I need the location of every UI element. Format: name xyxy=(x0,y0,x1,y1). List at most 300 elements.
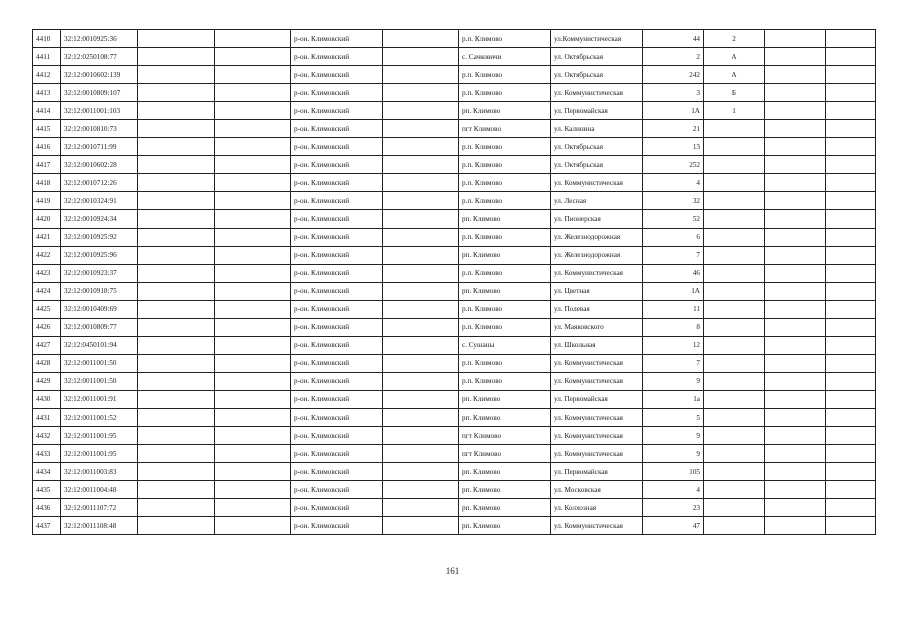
empty-cell xyxy=(215,102,291,120)
district-cell: р-он. Климовский xyxy=(291,336,383,354)
empty-cell xyxy=(383,210,459,228)
street-cell: ул. Коммунистическая xyxy=(551,264,643,282)
empty-cell xyxy=(765,246,826,264)
row-number-cell: 4434 xyxy=(33,463,61,481)
street-cell: ул. Первомайская xyxy=(551,102,643,120)
empty-cell xyxy=(826,318,876,336)
cadastral-number-cell: 32:12:0011001:91 xyxy=(61,390,138,408)
row-number-cell: 4418 xyxy=(33,174,61,192)
building-letter-cell: 1 xyxy=(704,102,765,120)
row-number-cell: 4431 xyxy=(33,408,61,426)
building-letter-cell xyxy=(704,282,765,300)
street-cell: ул. Коммунистическая xyxy=(551,408,643,426)
empty-cell xyxy=(215,120,291,138)
empty-cell xyxy=(826,102,876,120)
empty-cell xyxy=(138,192,215,210)
table-row xyxy=(33,48,876,66)
settlement-cell: рп. Климово xyxy=(459,481,551,499)
house-number-cell: 7 xyxy=(643,246,704,264)
empty-cell xyxy=(215,228,291,246)
building-letter-cell xyxy=(704,174,765,192)
row-number-cell: 4416 xyxy=(33,138,61,156)
table-row xyxy=(33,102,876,120)
empty-cell xyxy=(215,517,291,535)
building-letter-cell xyxy=(704,445,765,463)
street-cell: ул. Коммунистическая xyxy=(551,84,643,102)
empty-cell xyxy=(138,156,215,174)
empty-cell xyxy=(826,48,876,66)
row-number-cell: 4435 xyxy=(33,481,61,499)
street-cell: ул. Октябрьская xyxy=(551,138,643,156)
empty-cell xyxy=(765,48,826,66)
empty-cell xyxy=(765,354,826,372)
empty-cell xyxy=(765,372,826,390)
house-number-cell: 9 xyxy=(643,427,704,445)
empty-cell xyxy=(138,30,215,48)
empty-cell xyxy=(215,246,291,264)
empty-cell xyxy=(383,120,459,138)
district-cell: р-он. Климовский xyxy=(291,66,383,84)
table-row xyxy=(33,66,876,84)
empty-cell xyxy=(383,102,459,120)
empty-cell xyxy=(215,66,291,84)
settlement-cell: рп. Климово xyxy=(459,408,551,426)
empty-cell xyxy=(383,517,459,535)
district-cell: р-он. Климовский xyxy=(291,138,383,156)
settlement-cell: р.п. Климово xyxy=(459,192,551,210)
table-row xyxy=(33,517,876,535)
settlement-cell: р.п. Климово xyxy=(459,318,551,336)
cadastral-number-cell: 32:12:0010409:69 xyxy=(61,300,138,318)
empty-cell xyxy=(765,318,826,336)
empty-cell xyxy=(383,246,459,264)
settlement-cell: с. Сачковичи xyxy=(459,48,551,66)
district-cell: р-он. Климовский xyxy=(291,463,383,481)
district-cell: р-он. Климовский xyxy=(291,246,383,264)
cadastral-number-cell: 32:12:0010925:36 xyxy=(61,30,138,48)
building-letter-cell xyxy=(704,156,765,174)
row-number-cell: 4425 xyxy=(33,300,61,318)
empty-cell xyxy=(383,372,459,390)
row-number-cell: 4436 xyxy=(33,499,61,517)
street-cell: ул. Коммунистическая xyxy=(551,174,643,192)
house-number-cell: 252 xyxy=(643,156,704,174)
table-row xyxy=(33,427,876,445)
street-cell: ул. Октябрьская xyxy=(551,66,643,84)
cadastral-number-cell: 32:12:0010810:73 xyxy=(61,120,138,138)
house-number-cell: 8 xyxy=(643,318,704,336)
empty-cell xyxy=(138,408,215,426)
empty-cell xyxy=(138,336,215,354)
empty-cell xyxy=(383,354,459,372)
building-letter-cell: А xyxy=(704,66,765,84)
row-number-cell: 4432 xyxy=(33,427,61,445)
table-row xyxy=(33,138,876,156)
empty-cell xyxy=(765,481,826,499)
empty-cell xyxy=(383,174,459,192)
empty-cell xyxy=(826,354,876,372)
building-letter-cell xyxy=(704,228,765,246)
cadastral-number-cell: 32:12:0011001:52 xyxy=(61,408,138,426)
row-number-cell: 4414 xyxy=(33,102,61,120)
house-number-cell: 11 xyxy=(643,300,704,318)
empty-cell xyxy=(138,463,215,481)
cadastral-number-cell: 32:12:0010602:28 xyxy=(61,156,138,174)
settlement-cell: пгт Климово xyxy=(459,427,551,445)
street-cell: ул. Коммунистическая xyxy=(551,372,643,390)
table-row xyxy=(33,264,876,282)
settlement-cell: рп. Климово xyxy=(459,499,551,517)
row-number-cell: 4412 xyxy=(33,66,61,84)
empty-cell xyxy=(826,138,876,156)
table-row xyxy=(33,499,876,517)
empty-cell xyxy=(765,282,826,300)
building-letter-cell xyxy=(704,138,765,156)
empty-cell xyxy=(826,372,876,390)
house-number-cell: 4 xyxy=(643,481,704,499)
district-cell: р-он. Климовский xyxy=(291,282,383,300)
street-cell: ул. Коммунистическая xyxy=(551,517,643,535)
empty-cell xyxy=(215,174,291,192)
district-cell: р-он. Климовский xyxy=(291,102,383,120)
empty-cell xyxy=(215,354,291,372)
cadastral-number-cell: 32:12:0010809:107 xyxy=(61,84,138,102)
table-row xyxy=(33,84,876,102)
settlement-cell: р.п. Климово xyxy=(459,66,551,84)
empty-cell xyxy=(383,138,459,156)
empty-cell xyxy=(138,445,215,463)
empty-cell xyxy=(138,517,215,535)
empty-cell xyxy=(138,138,215,156)
row-number-cell: 4410 xyxy=(33,30,61,48)
house-number-cell: 3 xyxy=(643,84,704,102)
empty-cell xyxy=(383,390,459,408)
cadastral-number-cell: 32:12:0010712:26 xyxy=(61,174,138,192)
street-cell: ул. Полевая xyxy=(551,300,643,318)
empty-cell xyxy=(765,174,826,192)
empty-cell xyxy=(138,282,215,300)
building-letter-cell xyxy=(704,246,765,264)
cadastral-number-cell: 32:12:0011001:95 xyxy=(61,445,138,463)
empty-cell xyxy=(765,390,826,408)
registry-table xyxy=(32,29,876,535)
table-row xyxy=(33,372,876,390)
cadastral-number-cell: 32:12:0011001:50 xyxy=(61,372,138,390)
table-row xyxy=(33,481,876,499)
settlement-cell: рп. Климово xyxy=(459,517,551,535)
empty-cell xyxy=(215,390,291,408)
settlement-cell: р.п. Климово xyxy=(459,264,551,282)
empty-cell xyxy=(215,282,291,300)
empty-cell xyxy=(826,336,876,354)
settlement-cell: рп. Климово xyxy=(459,210,551,228)
empty-cell xyxy=(383,318,459,336)
empty-cell xyxy=(383,427,459,445)
empty-cell xyxy=(765,210,826,228)
building-letter-cell xyxy=(704,192,765,210)
empty-cell xyxy=(765,499,826,517)
row-number-cell: 4428 xyxy=(33,354,61,372)
empty-cell xyxy=(765,300,826,318)
empty-cell xyxy=(215,210,291,228)
building-letter-cell xyxy=(704,372,765,390)
table-row xyxy=(33,120,876,138)
building-letter-cell xyxy=(704,120,765,138)
cadastral-number-cell: 32:12:0010923:37 xyxy=(61,264,138,282)
empty-cell xyxy=(383,264,459,282)
house-number-cell: 4 xyxy=(643,174,704,192)
settlement-cell: рп. Климово xyxy=(459,246,551,264)
empty-cell xyxy=(383,481,459,499)
cadastral-number-cell: 32:12:0011001:50 xyxy=(61,354,138,372)
building-letter-cell xyxy=(704,427,765,445)
table-row xyxy=(33,282,876,300)
row-number-cell: 4421 xyxy=(33,228,61,246)
building-letter-cell xyxy=(704,499,765,517)
empty-cell xyxy=(826,156,876,174)
cadastral-number-cell: 32:12:0010602:139 xyxy=(61,66,138,84)
house-number-cell: 1а xyxy=(643,390,704,408)
empty-cell xyxy=(215,481,291,499)
cadastral-number-cell: 32:12:0011001:95 xyxy=(61,427,138,445)
building-letter-cell: Б xyxy=(704,84,765,102)
empty-cell xyxy=(215,318,291,336)
building-letter-cell xyxy=(704,408,765,426)
empty-cell xyxy=(215,264,291,282)
table-row xyxy=(33,463,876,481)
building-letter-cell xyxy=(704,300,765,318)
empty-cell xyxy=(383,30,459,48)
cadastral-number-cell: 32:12:0010809:77 xyxy=(61,318,138,336)
empty-cell xyxy=(826,408,876,426)
building-letter-cell: А xyxy=(704,48,765,66)
district-cell: р-он. Климовский xyxy=(291,408,383,426)
building-letter-cell xyxy=(704,264,765,282)
district-cell: р-он. Климовский xyxy=(291,48,383,66)
empty-cell xyxy=(383,445,459,463)
empty-cell xyxy=(138,390,215,408)
cadastral-number-cell: 32:12:0450101:94 xyxy=(61,336,138,354)
page-number: 161 xyxy=(445,566,460,576)
district-cell: р-он. Климовский xyxy=(291,264,383,282)
empty-cell xyxy=(215,30,291,48)
empty-cell xyxy=(138,264,215,282)
empty-cell xyxy=(765,463,826,481)
empty-cell xyxy=(765,408,826,426)
empty-cell xyxy=(765,156,826,174)
empty-cell xyxy=(383,48,459,66)
district-cell: р-он. Климовский xyxy=(291,192,383,210)
settlement-cell: р.п. Климово xyxy=(459,228,551,246)
house-number-cell: 6 xyxy=(643,228,704,246)
settlement-cell: пгт Климово xyxy=(459,120,551,138)
table-row xyxy=(33,228,876,246)
street-cell: ул. Железнодорожная xyxy=(551,246,643,264)
row-number-cell: 4419 xyxy=(33,192,61,210)
settlement-cell: рп. Климово xyxy=(459,390,551,408)
house-number-cell: 9 xyxy=(643,445,704,463)
empty-cell xyxy=(138,246,215,264)
empty-cell xyxy=(826,300,876,318)
empty-cell xyxy=(215,499,291,517)
house-number-cell: 47 xyxy=(643,517,704,535)
empty-cell xyxy=(826,120,876,138)
street-cell: ул.Коммунистическая xyxy=(551,30,643,48)
settlement-cell: рп. Климово xyxy=(459,463,551,481)
empty-cell xyxy=(765,264,826,282)
building-letter-cell xyxy=(704,336,765,354)
row-number-cell: 4423 xyxy=(33,264,61,282)
empty-cell xyxy=(826,174,876,192)
district-cell: р-он. Климовский xyxy=(291,156,383,174)
row-number-cell: 4433 xyxy=(33,445,61,463)
house-number-cell: 105 xyxy=(643,463,704,481)
settlement-cell: р.п. Климово xyxy=(459,84,551,102)
settlement-cell: р.п. Климово xyxy=(459,300,551,318)
empty-cell xyxy=(383,408,459,426)
cadastral-number-cell: 32:12:0011108:48 xyxy=(61,517,138,535)
empty-cell xyxy=(215,156,291,174)
table-row xyxy=(33,318,876,336)
settlement-cell: пгт Климово xyxy=(459,445,551,463)
house-number-cell: 7 xyxy=(643,354,704,372)
empty-cell xyxy=(138,372,215,390)
district-cell: р-он. Климовский xyxy=(291,354,383,372)
empty-cell xyxy=(138,48,215,66)
empty-cell xyxy=(138,499,215,517)
row-number-cell: 4426 xyxy=(33,318,61,336)
house-number-cell: 23 xyxy=(643,499,704,517)
cadastral-number-cell: 32:12:0010324:91 xyxy=(61,192,138,210)
cadastral-number-cell: 32:12:0010711:99 xyxy=(61,138,138,156)
empty-cell xyxy=(765,192,826,210)
empty-cell xyxy=(826,264,876,282)
empty-cell xyxy=(138,481,215,499)
empty-cell xyxy=(383,66,459,84)
empty-cell xyxy=(383,282,459,300)
settlement-cell: рп. Климово xyxy=(459,282,551,300)
row-number-cell: 4415 xyxy=(33,120,61,138)
empty-cell xyxy=(215,408,291,426)
house-number-cell: 52 xyxy=(643,210,704,228)
district-cell: р-он. Климовский xyxy=(291,30,383,48)
empty-cell xyxy=(215,372,291,390)
building-letter-cell xyxy=(704,318,765,336)
row-number-cell: 4437 xyxy=(33,517,61,535)
district-cell: р-он. Климовский xyxy=(291,481,383,499)
cadastral-number-cell: 32:12:0010925:96 xyxy=(61,246,138,264)
empty-cell xyxy=(383,156,459,174)
empty-cell xyxy=(215,463,291,481)
empty-cell xyxy=(138,300,215,318)
district-cell: р-он. Климовский xyxy=(291,120,383,138)
row-number-cell: 4411 xyxy=(33,48,61,66)
district-cell: р-он. Климовский xyxy=(291,517,383,535)
empty-cell xyxy=(765,66,826,84)
settlement-cell: с. Сушаны xyxy=(459,336,551,354)
empty-cell xyxy=(765,517,826,535)
house-number-cell: 1А xyxy=(643,102,704,120)
empty-cell xyxy=(765,84,826,102)
empty-cell xyxy=(383,499,459,517)
house-number-cell: 5 xyxy=(643,408,704,426)
building-letter-cell xyxy=(704,517,765,535)
district-cell: р-он. Климовский xyxy=(291,499,383,517)
empty-cell xyxy=(826,84,876,102)
row-number-cell: 4422 xyxy=(33,246,61,264)
street-cell: ул. Коммунистическая xyxy=(551,445,643,463)
empty-cell xyxy=(138,174,215,192)
empty-cell xyxy=(138,228,215,246)
street-cell: ул. Школьная xyxy=(551,336,643,354)
empty-cell xyxy=(383,228,459,246)
empty-cell xyxy=(826,463,876,481)
street-cell: ул. Пионерская xyxy=(551,210,643,228)
house-number-cell: 12 xyxy=(643,336,704,354)
empty-cell xyxy=(215,445,291,463)
building-letter-cell xyxy=(704,463,765,481)
building-letter-cell xyxy=(704,354,765,372)
empty-cell xyxy=(826,445,876,463)
empty-cell xyxy=(765,30,826,48)
street-cell: ул. Маяковского xyxy=(551,318,643,336)
table-row xyxy=(33,300,876,318)
building-letter-cell xyxy=(704,390,765,408)
district-cell: р-он. Климовский xyxy=(291,84,383,102)
row-number-cell: 4429 xyxy=(33,372,61,390)
cadastral-number-cell: 32:12:0010918:75 xyxy=(61,282,138,300)
street-cell: ул. Калинина xyxy=(551,120,643,138)
street-cell: ул. Лесная xyxy=(551,192,643,210)
cadastral-number-cell: 32:12:0011001:103 xyxy=(61,102,138,120)
cadastral-number-cell: 32:12:0011107:72 xyxy=(61,499,138,517)
house-number-cell: 9 xyxy=(643,372,704,390)
empty-cell xyxy=(826,499,876,517)
settlement-cell: р.п. Климово xyxy=(459,138,551,156)
empty-cell xyxy=(383,300,459,318)
street-cell: ул. Коммунистическая xyxy=(551,354,643,372)
empty-cell xyxy=(383,336,459,354)
table-row xyxy=(33,246,876,264)
district-cell: р-он. Климовский xyxy=(291,174,383,192)
empty-cell xyxy=(826,481,876,499)
empty-cell xyxy=(215,138,291,156)
empty-cell xyxy=(215,192,291,210)
street-cell: ул. Октябрьская xyxy=(551,48,643,66)
empty-cell xyxy=(826,228,876,246)
building-letter-cell: 2 xyxy=(704,30,765,48)
district-cell: р-он. Климовский xyxy=(291,318,383,336)
house-number-cell: 242 xyxy=(643,66,704,84)
row-number-cell: 4413 xyxy=(33,84,61,102)
empty-cell xyxy=(826,427,876,445)
street-cell: ул. Октябрьская xyxy=(551,156,643,174)
district-cell: р-он. Климовский xyxy=(291,228,383,246)
settlement-cell: р.п. Климово xyxy=(459,174,551,192)
empty-cell xyxy=(138,66,215,84)
row-number-cell: 4417 xyxy=(33,156,61,174)
empty-cell xyxy=(826,246,876,264)
building-letter-cell xyxy=(704,210,765,228)
house-number-cell: 32 xyxy=(643,192,704,210)
table-row xyxy=(33,174,876,192)
street-cell: ул. Коммунистическая xyxy=(551,427,643,445)
empty-cell xyxy=(138,102,215,120)
cadastral-number-cell: 32:12:0010924:34 xyxy=(61,210,138,228)
table-body xyxy=(33,30,876,535)
table-row xyxy=(33,336,876,354)
table-row xyxy=(33,156,876,174)
